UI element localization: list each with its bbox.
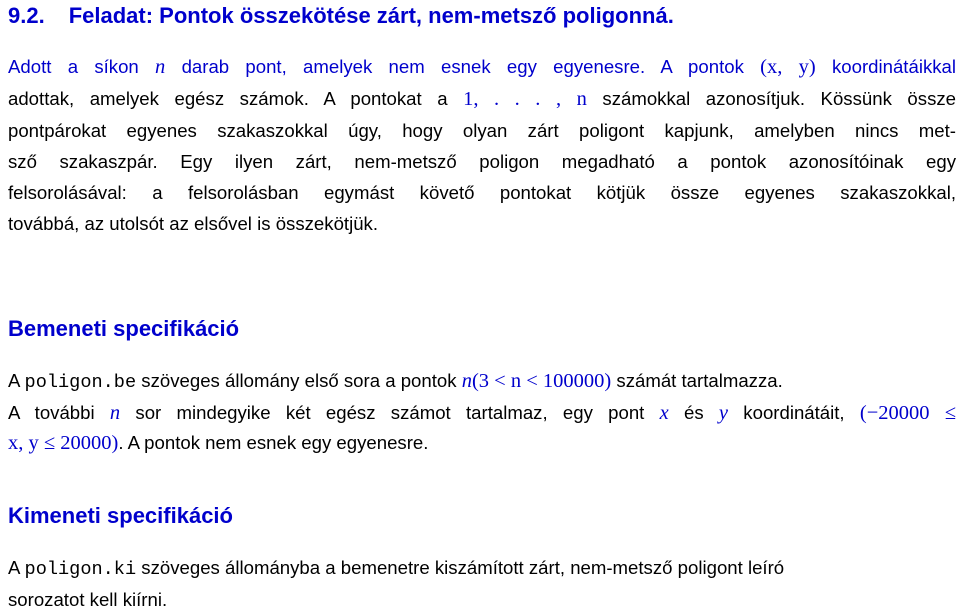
intro-line-3: pontpárokat egyenes szakaszokkal úgy, hogy olyan zárt poligont kapjunk, amelyben nincs met-	[8, 120, 956, 141]
page-title	[8, 2, 674, 30]
input-line-2: A további n sor mindegyike két egész számot tartalmaz, egy pont x és y koordinátáit, (−20000 ≤	[8, 402, 956, 424]
coord-range-end: x, y ≤ 20000)	[8, 432, 119, 454]
output-filename: poligon.ki	[24, 559, 137, 580]
coord-range-start: (−20000 ≤	[859, 402, 956, 424]
input-line-3: x, y ≤ 20000). A pontok nem esnek egy egyenesre.	[8, 432, 429, 454]
intro-line-5: felsorolásával: a felsorolásban egymást követő pontokat kötjük össze egyenes szakaszokkal,	[8, 182, 956, 203]
output-line-2: sorozatot kell kiírni.	[8, 589, 168, 610]
input-filename: poligon.be	[24, 372, 137, 393]
output-line-1: A poligon.ki szöveges állományba a bemenetre kiszámított zárt, nem-metsző poligont leíró	[8, 557, 785, 580]
title-text: Feladat: Pontok összekötése zárt, nem-metsző poligonná.	[68, 3, 674, 28]
id-range-notation: 1, . . . , n	[463, 88, 587, 110]
section-number: 9.2.	[8, 3, 45, 28]
output-spec-heading: Kimeneti specifikáció	[8, 503, 233, 528]
output-spec-paragraph	[8, 553, 956, 615]
intro-line-4: sző szakaszpár. Egy ilyen zárt, nem-metsző poligon megadható a pontok azonosítóinak egy	[8, 151, 956, 172]
n-range-notation: (3 < n < 100000)	[471, 370, 612, 392]
intro-line-2: adottak, amelyek egész számok. A pontokat a 1, . . . , n számokkal azonosítjuk. Kössünk össze	[8, 88, 957, 110]
intro-line-6: továbbá, az utolsót az elsővel is összekötjük.	[8, 213, 379, 234]
intro-paragraph	[8, 51, 956, 239]
input-line-1: A poligon.be szöveges állomány első sora a pontok n(3 < n < 100000) számát tartalmazza.	[8, 370, 783, 393]
input-spec-heading: Bemeneti specifikáció	[8, 316, 240, 341]
intro-line-1: Adott a síkon n darab pont, amelyek nem esnek egy egyenesre. A pontok (x, y) koordinátáikkal	[8, 56, 957, 78]
input-spec-paragraph	[8, 366, 956, 458]
coordinate-notation: (x, y)	[760, 56, 816, 78]
